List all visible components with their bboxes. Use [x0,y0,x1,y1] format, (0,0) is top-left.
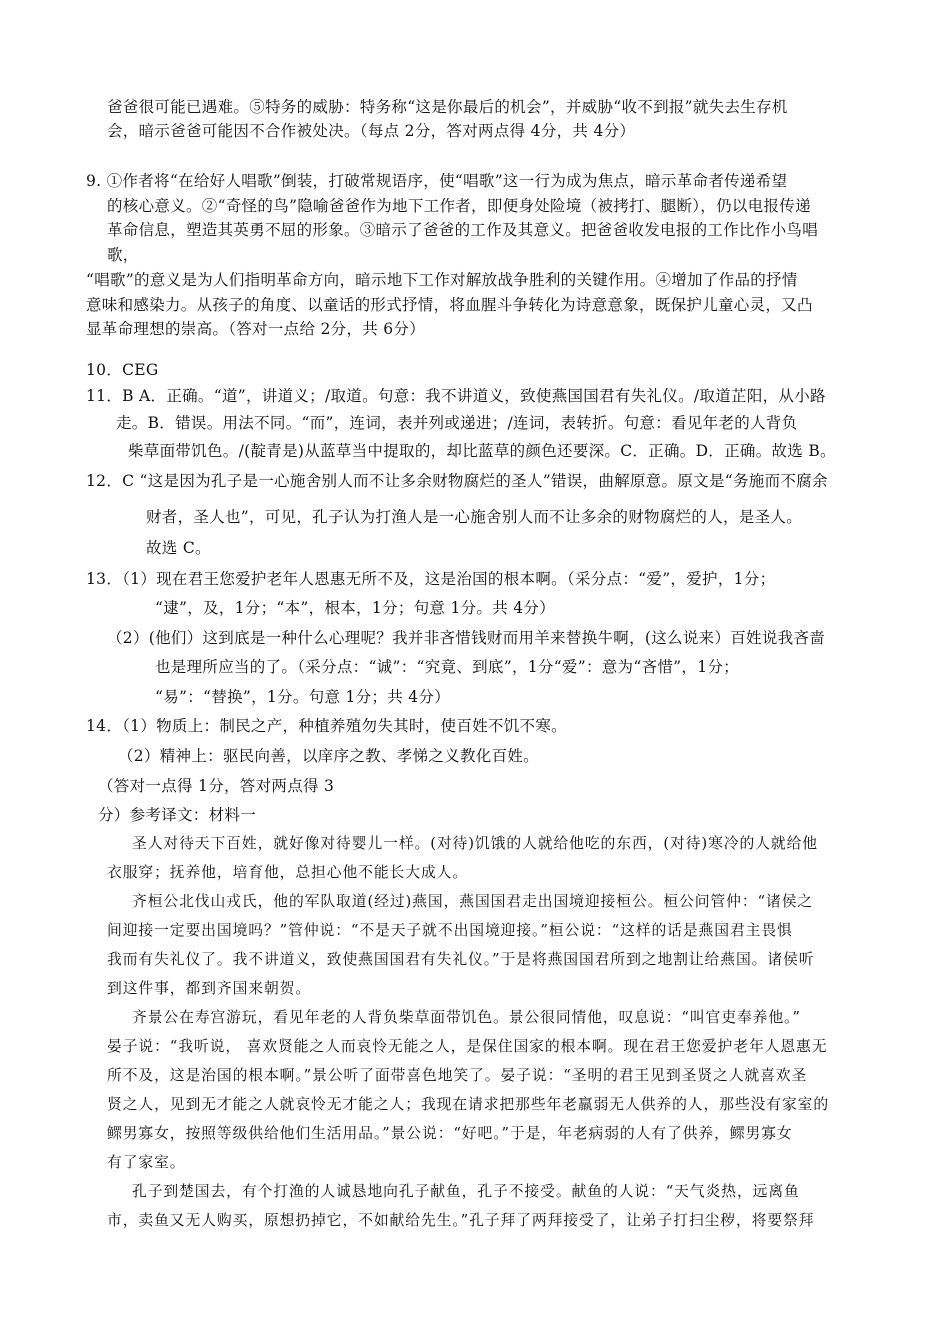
text-line: “唱歌”的意义是为人们指明革命方向，暗示地下工作对解放战争胜利的关键作用。④增加了作品的抒情 [86,271,798,289]
answer-10-line: 10．CEG [86,361,159,379]
translation-line: 孔子到楚国去，有个打渔的人诚恳地向孔子献鱼，孔子不接受。献鱼的人说：“天气炎热，远离鱼 [132,1183,800,1200]
translation-line: 市，卖鱼又无人购买，原想扔掉它，不如献给先生。”孔子拜了两拜接受了，让弟子打扫尘秽，将要祭拜 [107,1212,815,1229]
text-line: 意味和感染力。从孩子的角度、以童话的形式抒情，将血腥斗争转化为诗意意象，既保护儿童心灵，又凸 [86,296,813,314]
answer-13-2-line: （2）(他们）这到底是一种什么心理呢？我并非吝惜钱财而用羊来替换牛啊，(这么说来）百姓说我吝啬 [107,629,826,647]
translation-line: 衣服穿；抚养他，培育他，总担心他不能长大成人。 [107,864,469,881]
translation-line: 齐景公在寿宫游玩，看见年老的人背负柴草面带饥色。景公很同情他，叹息说：“叫官吏奉养他。” [132,1009,801,1026]
translation-line: 所不及，这是治国的根本啊。”景公听了面带喜色地笑了。晏子说：“圣明的君王见到圣贤之人就喜欢圣 [107,1067,808,1084]
answer-14-line: 14．（1）物质上：制民之产，种植养殖勿失其时，使百姓不饥不寒。 [86,717,567,735]
text-line: （答对一点得 1分，答对两点得 3 [98,777,335,795]
text-line: 故选 C。 [146,539,211,557]
text-line: 歌， [107,246,139,264]
translation-line: 我而有失礼仪了。我不讲道义，致使燕国国君有失礼仪。”于是将燕国国君所到之地割让给燕国。诸侯听 [107,951,815,968]
text-line: 财者，圣人也”，可见，孔子认为打渔人是一心施舍别人而不让多余的财物腐烂的人，是圣人。 [146,508,803,526]
text-line: 也是理所应当的了。（采分点：“诚”：“究竟、到底”，1分“爱”：意为“吝惜”，1分； [155,658,739,676]
answer-13-line: 13．（1）现在君王您爱护老年人恩惠无所不及，这是治国的根本啊。（采分点：“爱”，爱护，1分； [86,570,776,588]
text-line: “易”：“替换”，1分。句意 1分；共 4分） [155,688,451,706]
text-line: 会，暗示爸爸可能因不合作被处决。（每点 2分，答对两点得 4分，共 4分） [107,122,636,140]
answer-12-line: 12．C “这是因为孔子是一心施舍别人而不让多余财物腐烂的圣人”错误，曲解原意。原文是“务施而不腐余 [86,472,828,490]
translation-line: 圣人对待天下百姓，就好像对待婴儿一样。(对待)饥饿的人就给他吃的东西，(对待)寒冷的人就给他 [132,835,818,852]
answer-11-line: 11．B A．正确。“道”，讲道义；/取道。句意：我不讲道义，致使燕国国君有失礼仪。/取道芷阳，从小路 [86,387,826,405]
translation-line: 有了家室。 [107,1154,186,1171]
answer-9-line: 9. ①作者将“在给好人唱歌”倒装，打破常规语序，使“唱歌”这一行为成为焦点，暗示革命者传递希望 [86,172,788,190]
text-line: 革命信息，塑造其英勇不屈的形象。③暗示了爸爸的工作及其意义。把爸爸收发电报的工作比作小鸟唱 [107,221,819,239]
text-line: 的核心意义。②“奇怪的鸟”隐喻爸爸作为地下工作者，即便身处险境（被拷打、腿断），仍以电报传递 [107,197,811,215]
translation-line: 齐桓公北伐山戎氏，他的军队取道(经过)燕国，燕国国君走出国境迎接桓公。桓公问管仲：“诸侯之 [132,893,814,910]
translation-line: 鳏男寡女，按照等级供给他们生活用品。”景公说：“好吧。”于是，年老病弱的人有了供养，鳏男寡女 [107,1125,793,1142]
text-line: （2）精神上：驱民向善，以庠序之教、孝悌之义教化百姓。 [118,747,539,765]
translation-heading: 分）参考译文：材料一 [98,806,257,824]
translation-line: 贤之人，见到无才能之人就哀怜无才能之人；我现在请求把那些年老羸弱无人供养的人，那些没有家室的 [107,1096,830,1113]
text-line: “逮”，及，1分；“本”，根本，1分；句意 1分。共 4分） [155,599,555,617]
text-line: 走。B．错误。用法不同。“而”，连词，表并列或递进；/连词，表转折。句意：看见年老的人背负 [116,414,798,432]
text-line: 显革命理想的崇高。（答对一点给 2分，共 6分） [86,320,426,338]
text-line: 柴草面带饥色。/(靛青是)从蓝草当中提取的，却比蓝草的颜色还要深。C．正确。D．正确。故选 B。 [128,442,836,460]
translation-line: 间迎接一定要出国境吗？”管仲说：“不是天子就不出国境迎接。”桓公说：“这样的话是燕国君主畏惧 [107,922,793,939]
translation-line: 晏子说：“我听说， 喜欢贤能之人而哀怜无能之人，是保住国家的根本啊。现在君王您爱护老年人恩惠无 [107,1038,828,1055]
text-line: 爸爸很可能已遇难。⑤特务的威胁：特务称“这是你最后的机会”，并威胁“收不到报”就失去生存机 [107,98,788,116]
translation-line: 到这件事，都到齐国来朝贺。 [107,980,312,997]
